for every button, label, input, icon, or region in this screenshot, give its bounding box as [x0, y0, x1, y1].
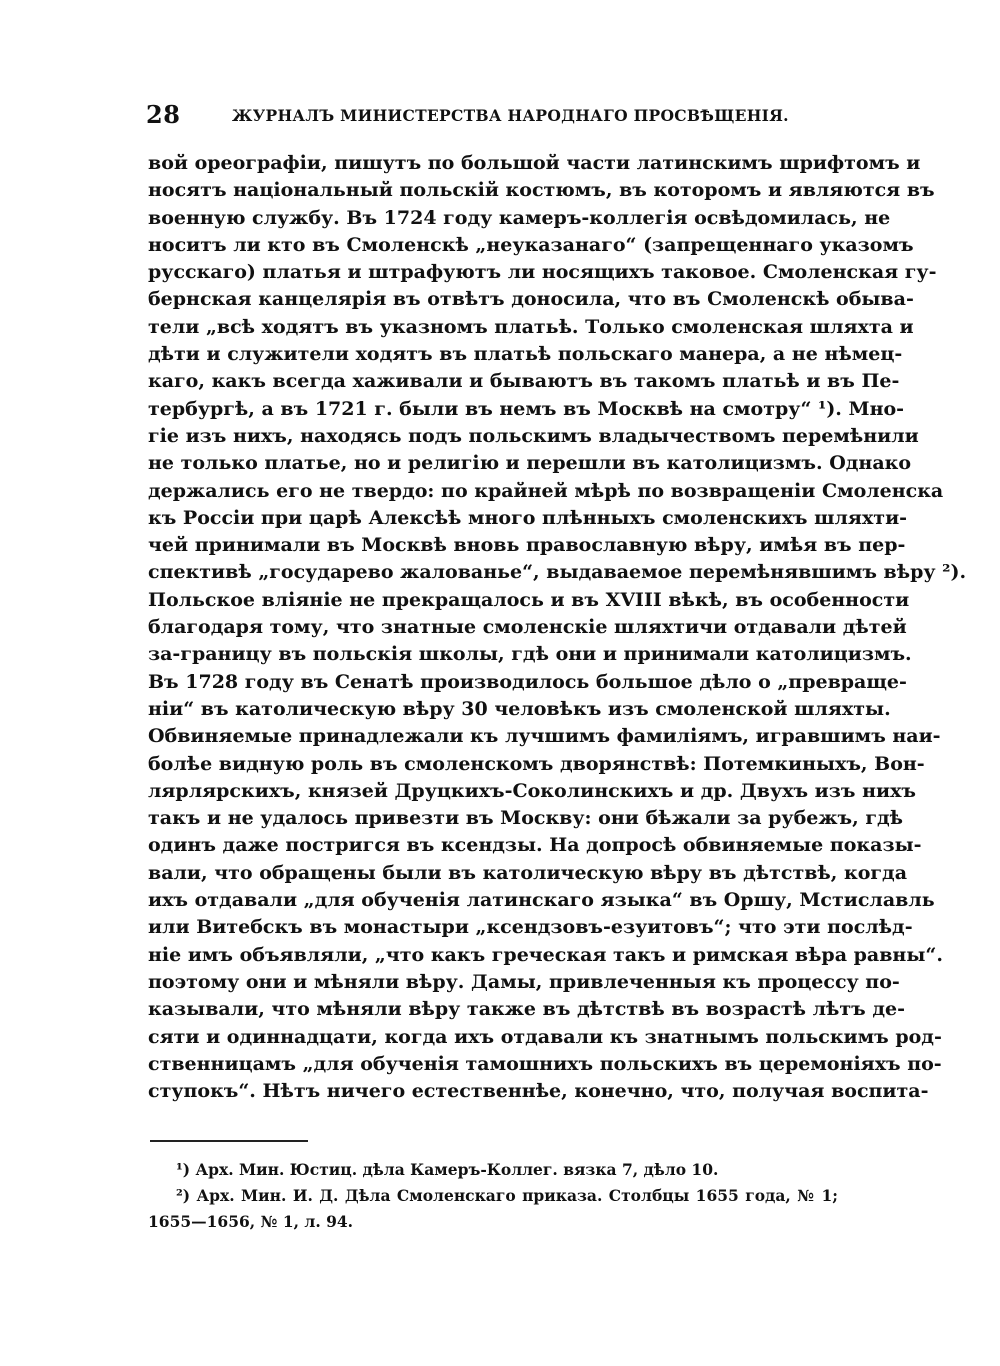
body-line: бернская канцелярія въ отвѣтъ доносила, что въ Смоленскѣ обыва-: [148, 288, 914, 311]
body-line: Польское вліяніе не прекращалось и въ XVIII вѣкѣ, въ особенности: [148, 588, 910, 611]
body-line: дѣти и служители ходятъ въ платьѣ польскаго манера, а не нѣмец-: [148, 343, 903, 366]
body-line: сяти и одиннадцати, когда ихъ отдавали къ знатнымъ польскимъ род-: [148, 1025, 942, 1048]
page-header: [146, 100, 846, 130]
body-line: или Витебскъ въ монастыри „ксендзовъ-езуитовъ“; что эти послѣд-: [148, 916, 913, 939]
body-line: чей принимали въ Москвѣ вновь православную вѣру, имѣя въ пер-: [148, 534, 906, 557]
body-line: лярлярскихъ, князей Друцкихъ-Соколинскихъ и др. Двухъ изъ нихъ: [148, 779, 916, 802]
footnotes: [148, 1157, 838, 1235]
body-line: гіе изъ нихъ, находясь подъ польскимъ владычествомъ перемѣнили: [148, 424, 919, 447]
body-line: одинъ даже постригся въ ксендзы. На допросѣ обвиняемые показы-: [148, 834, 922, 857]
body-line: держались его не твердо: по крайней мѣрѣ по возвращеніи Смоленска: [148, 479, 944, 502]
body-line: ніи“ въ католическую вѣру 30 человѣкъ изъ смоленской шляхты.: [148, 697, 891, 720]
footnote-2-continuation: 1655—1656, № 1, л. 94.: [148, 1212, 354, 1231]
body-line: Въ 1728 году въ Сенатѣ производилось большое дѣло о „превраще-: [148, 670, 907, 693]
body-line: такъ и не удалось привезти въ Москву: они бѣжали за рубежъ, гдѣ: [148, 807, 903, 830]
body-line: ственницамъ „для обученія тамошнихъ польскихъ въ церемоніяхъ по-: [148, 1052, 942, 1075]
body-line: болѣе видную роль въ смоленскомъ дворянствѣ: Потемкиныхъ, Вон-: [148, 752, 925, 775]
body-line: Обвиняемые принадлежали къ лучшимъ фамиліямъ, игравшимъ наи-: [148, 725, 941, 748]
body-line: ніе имъ объявляли, „что какъ греческая такъ и римская вѣра равны“.: [148, 943, 943, 966]
running-head: ЖУРНАЛЪ МИНИСТЕРСТВА НАРОДНАГО ПРОСВѢЩЕНІЯ.: [232, 106, 789, 125]
body-line: поэтому они и мѣняли вѣру. Дамы, привлеченныя къ процессу по-: [148, 970, 900, 993]
body-line: къ Россіи при царѣ Алексѣѣ много плѣнныхъ смоленскихъ шляхти-: [148, 506, 908, 529]
body-line: вой ореографіи, пишутъ по большой части латинскимъ шрифтомъ и: [148, 152, 921, 174]
footnote-1: ¹) Арх. Мин. Юстиц. дѣла Камеръ-Коллег. вязка 7, дѣло 10.: [176, 1160, 719, 1179]
body-line: казывали, что мѣняли вѣру также въ дѣтствѣ въ возрастѣ лѣтъ де-: [148, 998, 905, 1021]
body-line: не только платье, но и религію и перешли въ католицизмъ. Однако: [148, 452, 912, 475]
body-line: каго, какъ всегда хаживали и бываютъ въ такомъ платьѣ и въ Пе-: [148, 370, 900, 393]
body-line: за-границу въ польскія школы, гдѣ они и принимали католицизмъ.: [148, 643, 912, 666]
body-line: ступокъ“. Нѣтъ ничего естественнѣе, конечно, что, получая воспита-: [148, 1080, 929, 1103]
footnote-divider: [150, 1140, 308, 1142]
body-line: тели „всѣ ходятъ въ указномъ платьѣ. Только смоленская шляхта и: [148, 315, 914, 338]
body-line: носитъ ли кто въ Смоленскѣ „неуказанаго“ (запрещеннаго указомъ: [148, 233, 914, 256]
body-text: [148, 150, 967, 1105]
body-line: тербургѣ, а въ 1721 г. были въ немъ въ Москвѣ на смотру“ ¹). Мно-: [148, 397, 905, 420]
page-number: 28: [146, 100, 181, 129]
body-line: благодаря тому, что знатные смоленскіе шляхтичи отдавали дѣтей: [148, 616, 907, 639]
body-line: вали, что обращены были въ католическую вѣру въ дѣтствѣ, когда: [148, 861, 908, 884]
footnote-2: ²) Арх. Мин. И. Д. Дѣла Смоленскаго приказа. Столбцы 1655 года, № 1;: [176, 1186, 838, 1205]
body-line: ихъ отдавали „для обученія латинскаго языка“ въ Оршу, Мстиславль: [148, 889, 935, 912]
body-line: русскаго) платья и штрафуютъ ли носящихъ таковое. Смоленская гу-: [148, 261, 937, 284]
body-line: носятъ національный польскій костюмъ, въ которомъ и являются въ: [148, 179, 935, 202]
body-line: военную службу. Въ 1724 году камеръ-коллегія освѣдомилась, не: [148, 206, 891, 229]
body-line: спективѣ „государево жалованье“, выдаваемое перемѣнявшимъ вѣру ²).: [148, 561, 967, 584]
